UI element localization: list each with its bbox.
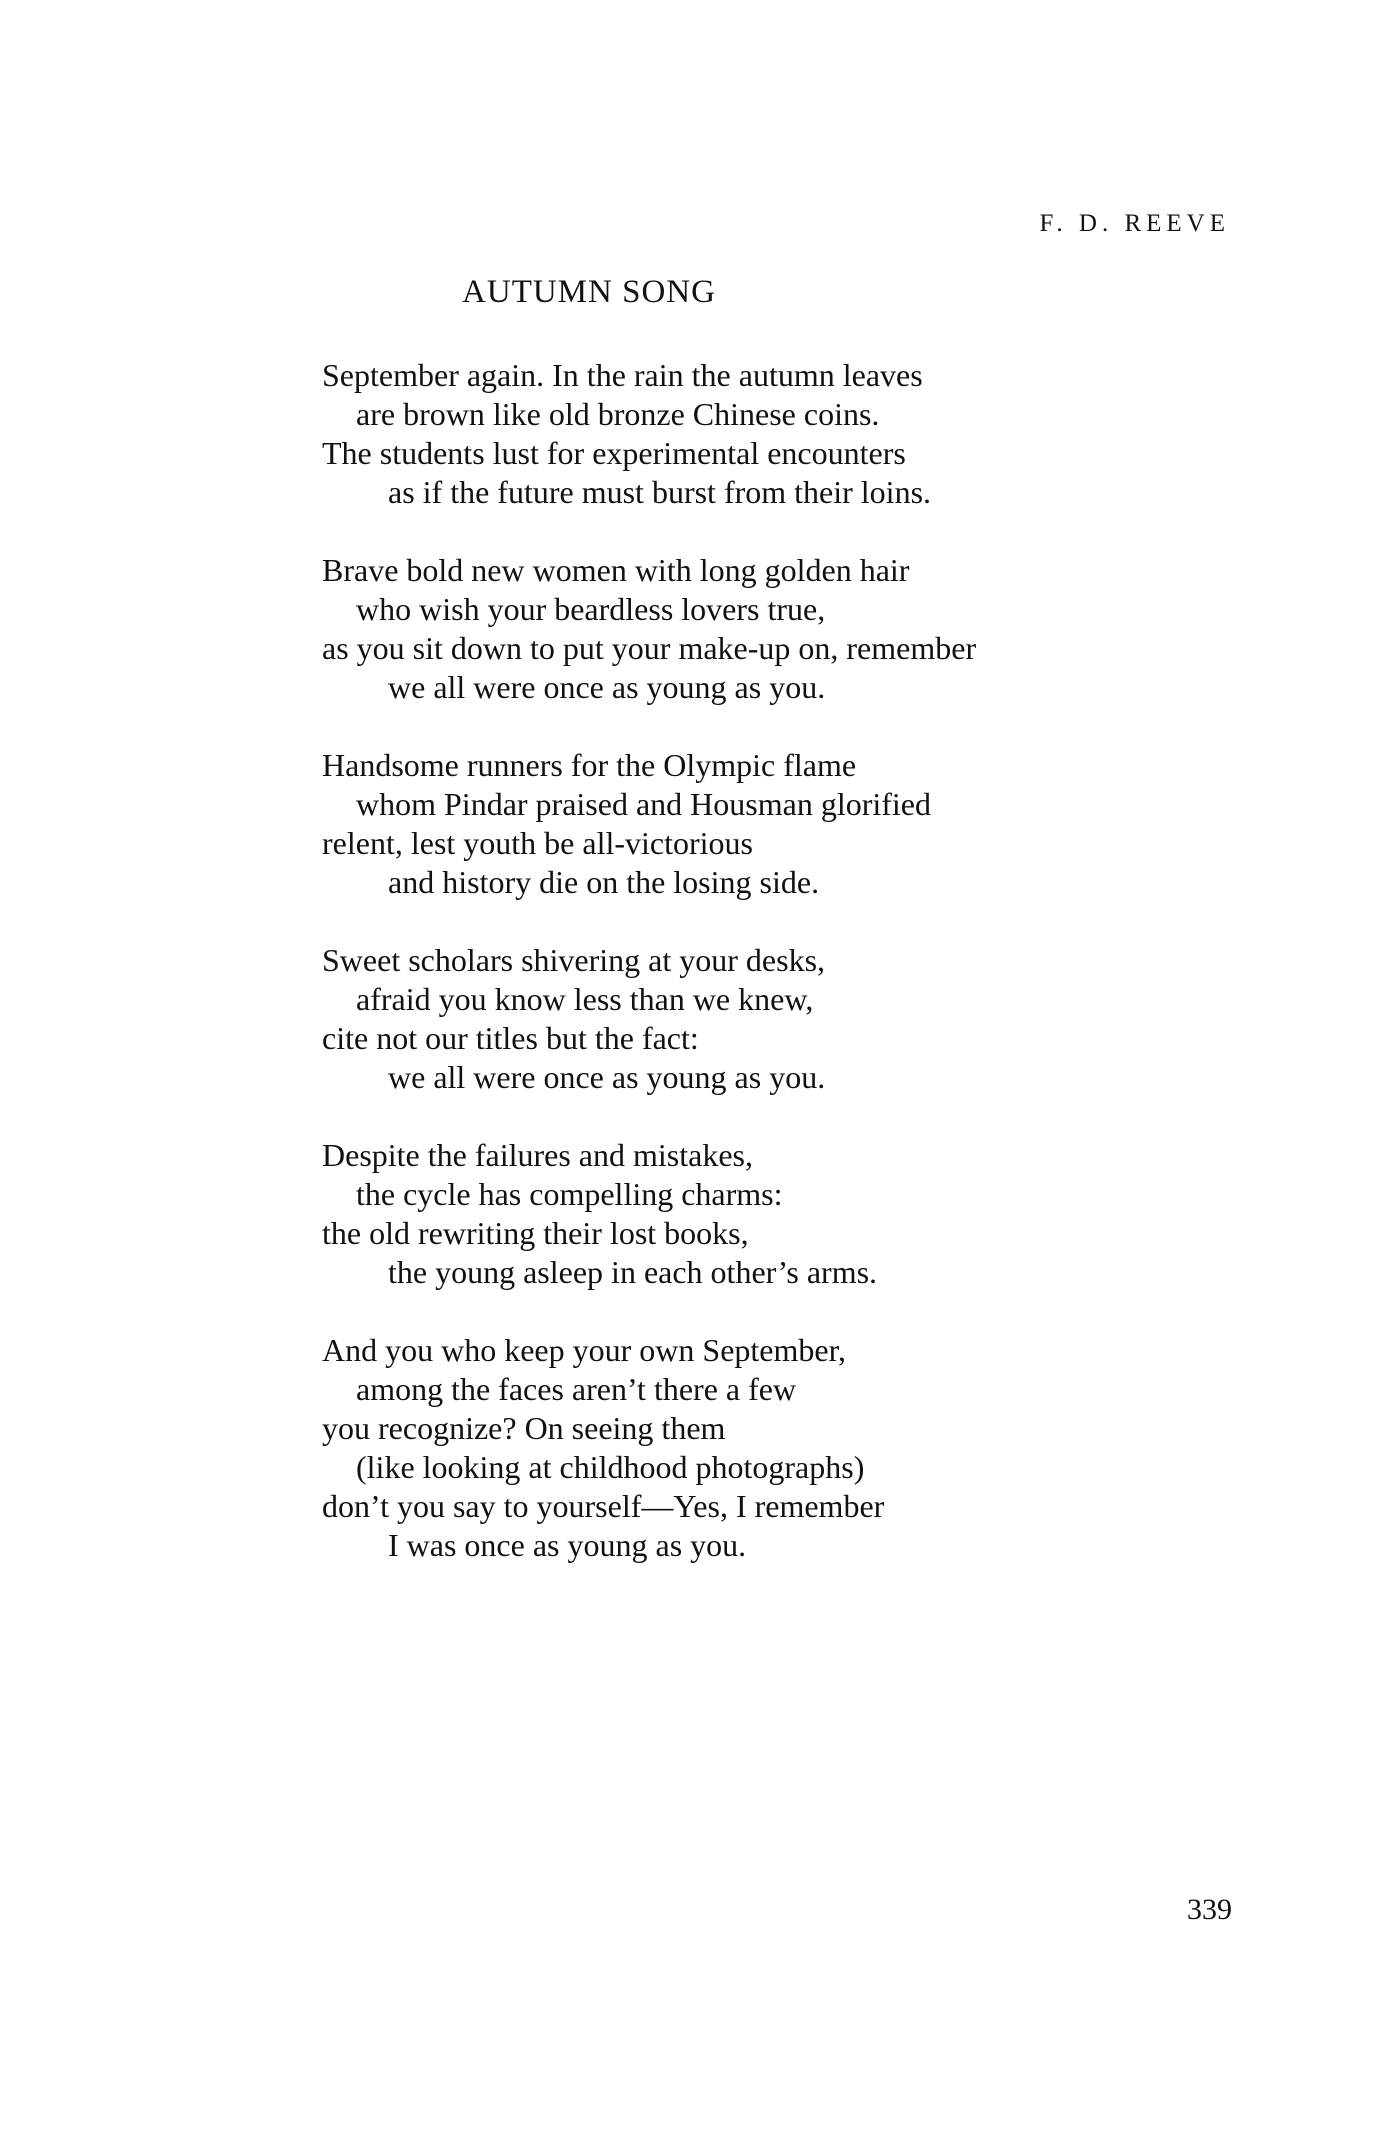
running-head-author: F. D. REEVE (1039, 210, 1230, 237)
poem-line: as if the future must burst from their loins. (388, 474, 932, 510)
poem-line: are brown like old bronze Chinese coins. (356, 396, 880, 432)
poem-line: you recognize? On seeing them (322, 1410, 726, 1446)
poem-line: cite not our titles but the fact: (322, 1020, 699, 1056)
poem-line: among the faces aren’t there a few (356, 1371, 797, 1407)
poem-body (322, 356, 1222, 1604)
poem-title: AUTUMN SONG (462, 274, 716, 310)
poem-line: Handsome runners for the Olympic flame (322, 747, 857, 783)
poem-line: we all were once as young as you. (388, 669, 826, 705)
poem-line: Despite the failures and mistakes, (322, 1137, 753, 1173)
poem-line: relent, lest youth be all-victorious (322, 825, 753, 861)
poem-line: And you who keep your own September, (322, 1332, 846, 1368)
poem-line: who wish your beardless lovers true, (356, 591, 826, 627)
poem-line: (like looking at childhood photographs) (356, 1449, 865, 1485)
stanza-2 (322, 551, 1222, 707)
poem-line: afraid you know less than we knew, (356, 981, 814, 1017)
stanza-6 (322, 1331, 1222, 1565)
stanza-3 (322, 746, 1222, 902)
poem-line: Sweet scholars shivering at your desks, (322, 942, 826, 978)
poem-line: Brave bold new women with long golden hair (322, 552, 910, 588)
poem-line: whom Pindar praised and Housman glorified (356, 786, 931, 822)
stanza-1 (322, 356, 1222, 512)
stanza-5 (322, 1136, 1222, 1292)
poem-line: and history die on the losing side. (388, 864, 820, 900)
page-number: 339 (1187, 1893, 1232, 1926)
poem-line: don’t you say to yourself—Yes, I remember (322, 1488, 885, 1524)
poem-line: September again. In the rain the autumn leaves (322, 357, 923, 393)
poem-line: The students lust for experimental encounters (322, 435, 906, 471)
poem-line: the cycle has compelling charms: (356, 1176, 783, 1212)
stanza-4 (322, 941, 1222, 1097)
poem-line: I was once as young as you. (388, 1527, 747, 1563)
poem-line: we all were once as young as you. (388, 1059, 826, 1095)
poem-line: as you sit down to put your make-up on, remember (322, 630, 977, 666)
poem-line: the old rewriting their lost books, (322, 1215, 749, 1251)
poem-line: the young asleep in each other’s arms. (388, 1254, 878, 1290)
